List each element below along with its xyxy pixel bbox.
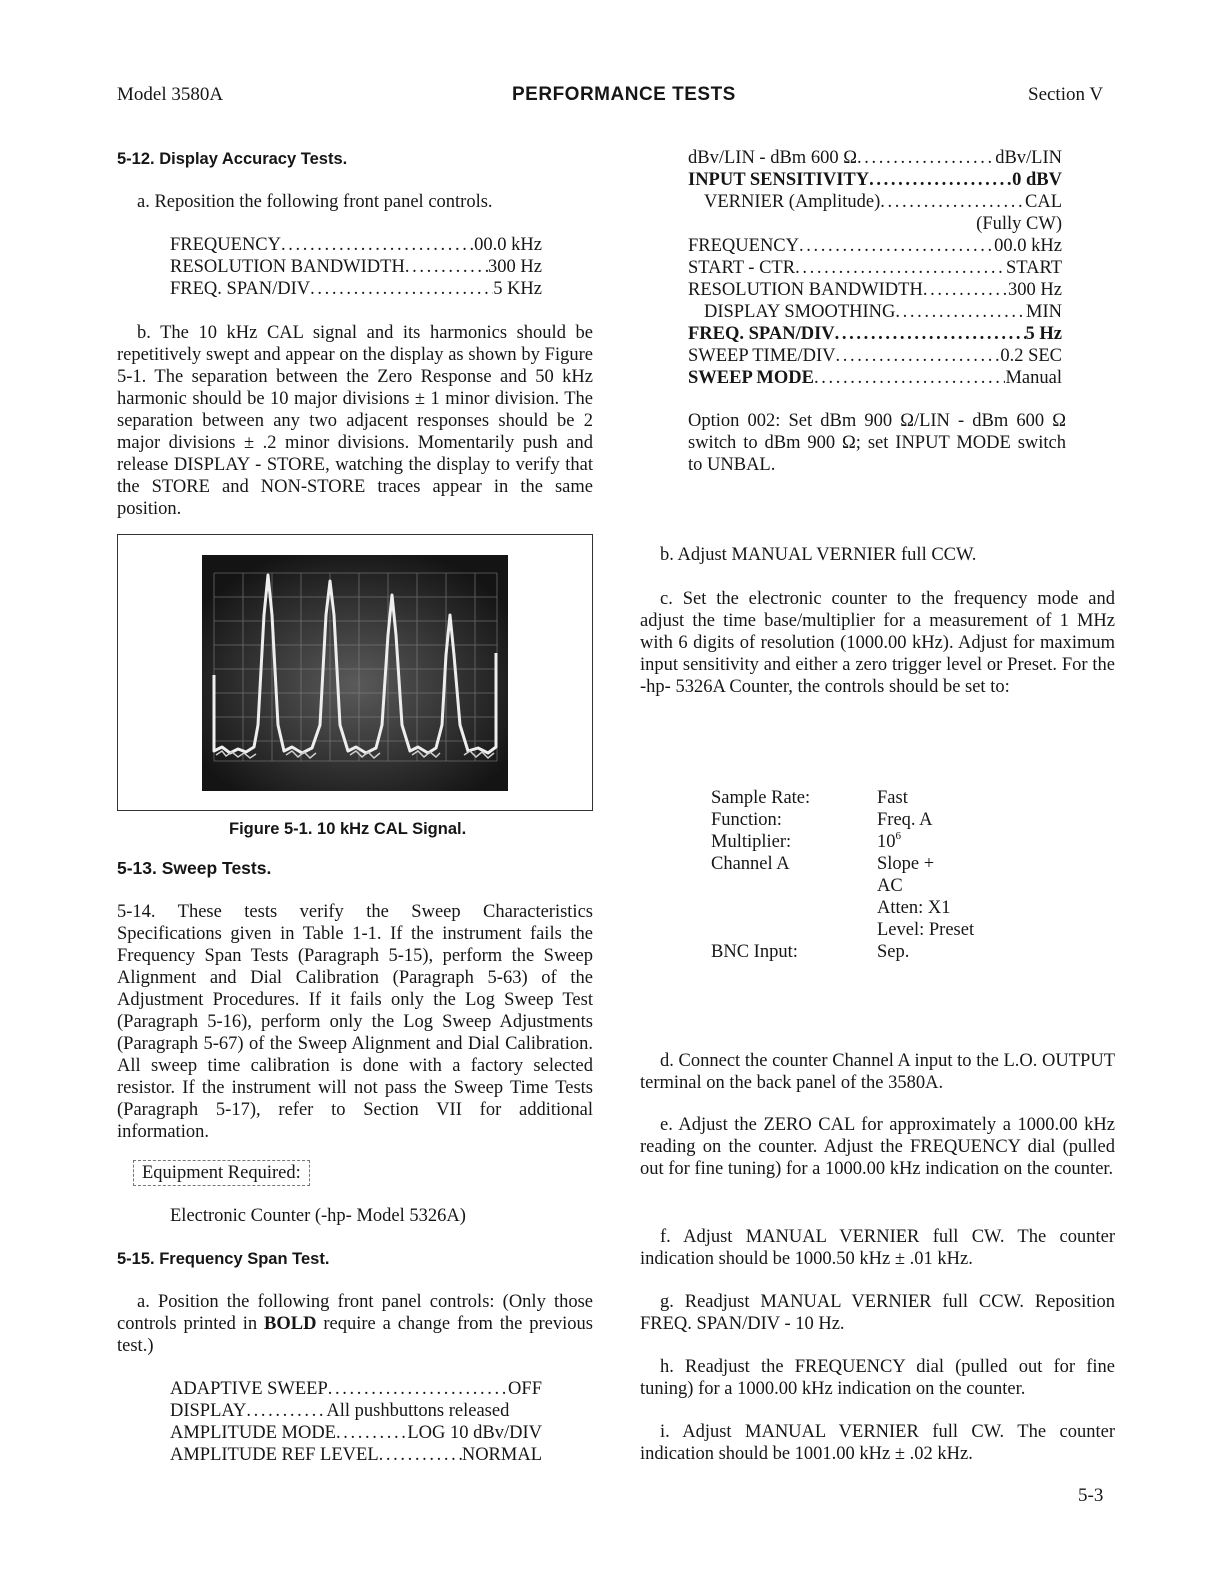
setting-value: Atten: X1 xyxy=(877,898,951,918)
control-row xyxy=(170,1378,542,1400)
para-5-15-g: g. Readjust MANUAL VERNIER full CCW. Reposition FREQ. SPAN/DIV - 10 Hz. xyxy=(640,1292,1115,1334)
para-5-15-h: h. Readjust the FREQUENCY dial (pulled out for fine tuning) for a 1000.00 kHz indication on the counter. xyxy=(640,1357,1115,1399)
control-label: FREQ. SPAN/DIV xyxy=(170,279,311,299)
control-row xyxy=(170,1444,542,1466)
table-row xyxy=(711,809,1111,831)
control-row xyxy=(688,147,1062,169)
counter-settings-table xyxy=(711,787,1111,963)
control-value: 00.0 kHz xyxy=(474,235,542,255)
setting-key: Channel A xyxy=(711,854,790,874)
control-label: FREQ. SPAN/DIV xyxy=(688,324,835,344)
control-value: Manual xyxy=(1005,368,1062,388)
header-model: Model 3580A xyxy=(117,84,224,105)
control-label: SWEEP MODE xyxy=(688,368,814,388)
equipment-required-label: Equipment Required: xyxy=(133,1160,310,1186)
para-5-15-f: f. Adjust MANUAL VERNIER full CW. The counter indication should be 1000.50 kHz ± .01 kHz. xyxy=(640,1227,1115,1269)
table-row xyxy=(711,919,1111,941)
control-row xyxy=(688,301,1062,323)
setting-value: AC xyxy=(877,876,903,896)
control-value: 5 Hz xyxy=(1025,324,1062,344)
para-5-15-c: c. Set the electronic counter to the frequency mode and adjust the time base/multiplier for a measurement of 1 MHz with 6 digits of resolution (1000.00 kHz). Adjust for maximum input sensitivity and either a zero trigger level or Preset. For the -hp- 5326A Counter, the controls should be set to: xyxy=(640,589,1115,697)
control-value: (Fully CW) xyxy=(976,214,1062,234)
control-label: DISPLAY xyxy=(170,1401,247,1421)
para-5-15-d: d. Connect the counter Channel A input to the L.O. OUTPUT terminal on the back panel of the 3580A. xyxy=(640,1051,1115,1093)
control-row xyxy=(688,367,1062,389)
control-row xyxy=(688,257,1062,279)
figure-oscilloscope-image xyxy=(202,555,508,791)
controls-list-5-15-right xyxy=(688,147,1062,389)
control-value: 300 Hz xyxy=(1008,280,1062,300)
equipment-item: Electronic Counter (-hp- Model 5326A) xyxy=(170,1206,466,1226)
setting-key: BNC Input: xyxy=(711,942,798,962)
control-row xyxy=(688,235,1062,257)
cal-signal-trace xyxy=(202,555,508,791)
option-002-note: Option 002: Set dBm 900 Ω/LIN - dBm 600 Ω switch to dBm 900 Ω; set INPUT MODE switch to UNBAL. xyxy=(688,411,1066,475)
control-value: 300 Hz xyxy=(488,257,542,277)
para-5-12-a: a. Reposition the following front panel controls. xyxy=(137,192,493,212)
control-label: ADAPTIVE SWEEP xyxy=(170,1379,328,1399)
control-label: INPUT SENSITIVITY xyxy=(688,170,870,190)
setting-value: $10^6$ xyxy=(877,829,901,852)
control-label: VERNIER (Amplitude) xyxy=(704,192,881,212)
setting-key: Sample Rate: xyxy=(711,788,811,808)
header-section: Section V xyxy=(1028,84,1104,105)
setting-value: Freq. A xyxy=(877,810,933,830)
setting-key: Multiplier: xyxy=(711,832,792,852)
control-value: 00.0 kHz xyxy=(994,236,1062,256)
control-value: dBv/LIN xyxy=(995,148,1062,168)
control-label: AMPLITUDE REF LEVEL xyxy=(170,1445,379,1465)
control-value: CAL xyxy=(1025,192,1062,212)
control-row xyxy=(170,234,542,256)
controls-list-5-12 xyxy=(170,234,542,300)
para-5-15-e: e. Adjust the ZERO CAL for approximately a 1000.00 kHz reading on the counter. Adjust the FREQUENCY dial (pulled out for fine tuning) for a 1000.00 kHz indication on the counter. xyxy=(640,1115,1115,1179)
table-row xyxy=(711,853,1111,875)
heading-5-13: 5-13. Sweep Tests. xyxy=(117,858,272,878)
bold-word: BOLD xyxy=(264,1314,317,1334)
control-label: DISPLAY SMOOTHING xyxy=(704,302,896,322)
control-row xyxy=(170,1422,542,1444)
control-value: 5 KHz xyxy=(493,279,542,299)
control-value: OFF xyxy=(508,1379,542,1399)
table-row xyxy=(711,875,1111,897)
setting-value: Fast xyxy=(877,788,908,808)
control-row xyxy=(688,169,1062,191)
exponent: 6 xyxy=(895,829,901,842)
control-label: FREQUENCY xyxy=(170,235,282,255)
para-5-12-b: b. The 10 kHz CAL signal and its harmonics should be repetitively swept and appear on the display as shown by Figure 5-1. The separation between the Zero Response and 50 kHz harmonic should be 10 major divisions ± 1 minor division. The separation between any two adjacent responses should be 2 major divisions ± .2 minor divisions. Momentarily push and release DISPLAY - STORE, watching the display to verify that the STORE and NON-STORE traces appear in the same position. xyxy=(117,323,593,519)
control-value: 0.2 SEC xyxy=(1000,346,1062,366)
control-value: NORMAL xyxy=(461,1445,542,1465)
control-row xyxy=(688,191,1062,213)
control-value: LOG 10 dBv/DIV xyxy=(407,1423,542,1443)
control-value: 0 dBV xyxy=(1012,170,1062,190)
control-value: MIN xyxy=(1026,302,1062,322)
table-row xyxy=(711,787,1111,809)
control-label: dBv/LIN - dBm 600 Ω xyxy=(688,148,857,168)
para-5-15-i: i. Adjust MANUAL VERNIER full CW. The counter indication should be 1001.00 kHz ± .02 kHz. xyxy=(640,1422,1115,1464)
setting-value: Sep. xyxy=(877,942,910,962)
table-row xyxy=(711,831,1111,853)
control-row xyxy=(688,323,1062,345)
control-row xyxy=(688,345,1062,367)
control-row xyxy=(170,256,542,278)
control-label: RESOLUTION BANDWIDTH xyxy=(688,280,923,300)
control-row xyxy=(688,279,1062,301)
control-row xyxy=(170,1400,542,1422)
control-value: START xyxy=(1006,258,1062,278)
control-label: AMPLITUDE MODE xyxy=(170,1423,336,1443)
control-label: FREQUENCY xyxy=(688,236,800,256)
para-5-14: 5-14. These tests verify the Sweep Characteristics Specifications given in Table 1-1. If the instrument fails the Frequency Span Tests (Paragraph 5-15), perform the Sweep Alignment and Dial Calibration (Paragraph 5-63) of the Adjustment Procedures. If it fails only the Log Sweep Test (Paragraph 5-16), perform only the Log Sweep Adjustments (Paragraph 5-67) of the Sweep Alignment and Dial Calibration. All sweep time calibration is done with a factory selected resistor. If the instrument will not pass the Sweep Time Tests (Paragraph 5-17), refer to Section VII for additional information. xyxy=(117,902,593,1142)
setting-key: Function: xyxy=(711,810,782,830)
control-row xyxy=(688,213,1062,235)
control-label: RESOLUTION BANDWIDTH xyxy=(170,257,405,277)
para-5-15-a: a. Position the following front panel controls: (Only those controls printed in BOLD require a change from the previous test.) xyxy=(117,1292,593,1356)
control-row xyxy=(170,278,542,300)
setting-value: Slope + xyxy=(877,854,935,874)
table-row xyxy=(711,897,1111,919)
setting-value: Level: Preset xyxy=(877,920,975,940)
heading-5-15: 5-15. Frequency Span Test. xyxy=(117,1250,330,1268)
heading-5-12: 5-12. Display Accuracy Tests. xyxy=(117,150,348,168)
control-label: SWEEP TIME/DIV xyxy=(688,346,836,366)
para-5-15-b: b. Adjust MANUAL VERNIER full CCW. xyxy=(660,545,977,565)
table-row xyxy=(711,941,1111,963)
control-value: All pushbuttons released xyxy=(326,1401,510,1421)
figure-caption: Figure 5-1. 10 kHz CAL Signal. xyxy=(229,820,467,838)
header-title: PERFORMANCE TESTS xyxy=(512,84,736,105)
controls-list-5-15-left xyxy=(170,1378,542,1466)
page-number: 5-3 xyxy=(1078,1485,1104,1506)
control-label: START - CTR xyxy=(688,258,796,278)
